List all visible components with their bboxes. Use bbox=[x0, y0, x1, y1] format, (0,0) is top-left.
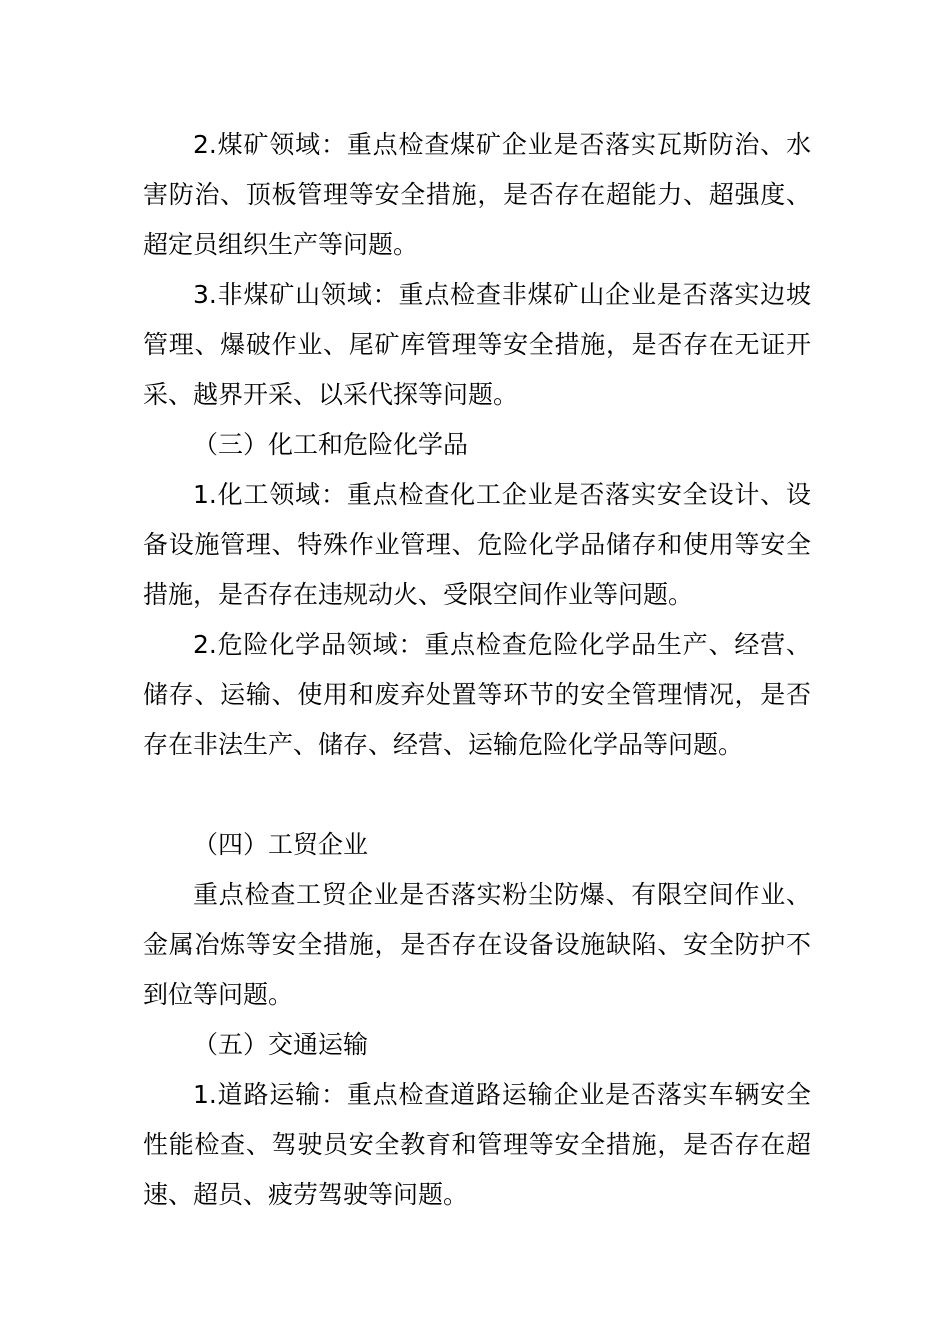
section-heading-chemical: （三）化工和危险化学品 bbox=[193, 430, 469, 459]
blank-line bbox=[143, 770, 811, 820]
paragraph-road-transport: 1.道路运输：重点检查道路运输企业是否落实车辆安全性能检查、驾驶员安全教育和管理等安全措施，是否存在超速、超员、疲劳驾驶等问题。 bbox=[143, 1080, 811, 1209]
section-heading-transport: （五）交通运输 bbox=[193, 1030, 369, 1059]
paragraph-chemical-field: 1.化工领域：重点检查化工企业是否落实安全设计、设备设施管理、特殊作业管理、危险化学品储存和使用等安全措施，是否存在违规动火、受限空间作业等问题。 bbox=[143, 480, 811, 609]
paragraph-coal-mine: 2.煤矿领域：重点检查煤矿企业是否落实瓦斯防治、水害防治、顶板管理等安全措施，是否存在超能力、超强度、超定员组织生产等问题。 bbox=[143, 130, 811, 259]
paragraph-non-coal-mine: 3.非煤矿山领域：重点检查非煤矿山企业是否落实边坡管理、爆破作业、尾矿库管理等安全措施，是否存在无证开采、越界开采、以采代探等问题。 bbox=[143, 280, 811, 409]
paragraph-trade-enterprise: 重点检查工贸企业是否落实粉尘防爆、有限空间作业、金属冶炼等安全措施，是否存在设备设施缺陷、安全防护不到位等问题。 bbox=[143, 880, 811, 1009]
section-heading-trade: （四）工贸企业 bbox=[193, 830, 369, 859]
paragraph-hazardous-chem: 2.危险化学品领域：重点检查危险化学品生产、经营、储存、运输、使用和废弃处置等环节的安全管理情况，是否存在非法生产、储存、经营、运输危险化学品等问题。 bbox=[143, 630, 811, 759]
document-text-block bbox=[143, 120, 811, 1220]
